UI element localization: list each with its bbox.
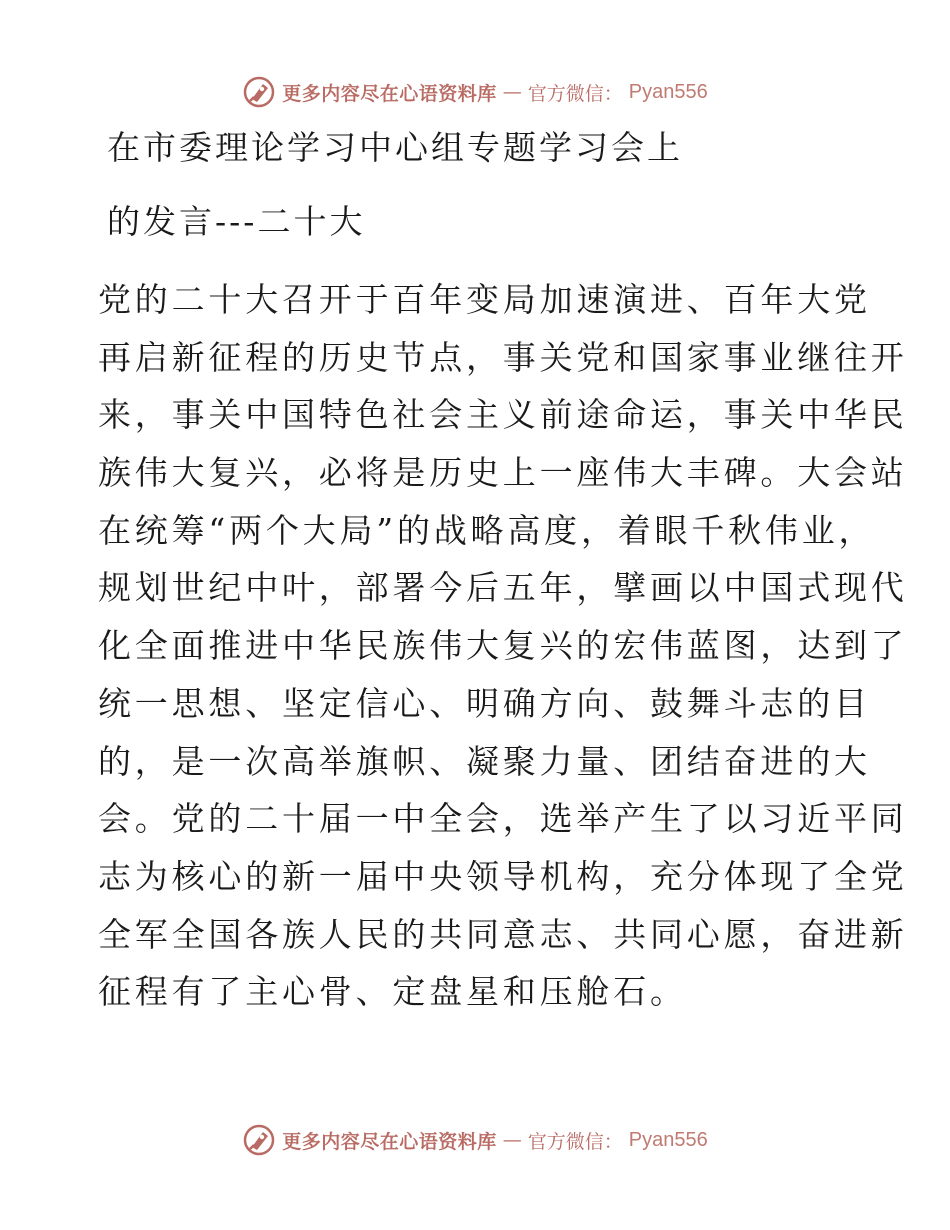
footer-separator: — <box>502 1129 522 1151</box>
document-title-line-1: 在市委理论学习中心组专题学习会上 <box>107 128 683 167</box>
document-title-line-2: 的发言---二十大 <box>107 202 366 241</box>
header-banner <box>0 72 950 112</box>
footer-banner <box>0 1120 950 1160</box>
header-wechat-label: 官方微信： <box>527 82 623 105</box>
header-separator: — <box>502 81 522 103</box>
pen-nib-circle-icon <box>242 75 276 109</box>
header-promo-text: 更多内容尽在心语资料库 <box>282 82 497 105</box>
footer-promo-text: 更多内容尽在心语资料库 <box>282 1130 497 1153</box>
body-line: 的，是一次高举旗帜、凝聚力量、团结奋进的大 <box>98 741 871 781</box>
body-line: 化全面推进中华民族伟大复兴的宏伟蓝图，达到了 <box>98 626 908 666</box>
body-line: 再启新征程的历史节点，事关党和国家事业继往开 <box>98 337 908 377</box>
body-line: 来，事关中国特色社会主义前途命运，事关中华民 <box>98 395 908 435</box>
footer-wechat-label: 官方微信： <box>527 1130 623 1153</box>
body-line: 全军全国各族人民的共同意志、共同心愿，奋进新 <box>98 914 908 954</box>
body-line: 在统筹“两个大局”的战略高度，着眼千秋伟业， <box>98 510 876 550</box>
body-line: 党的二十大召开于百年变局加速演进、百年大党 <box>98 280 871 319</box>
footer-wechat-id: Pyan556 <box>628 1128 708 1151</box>
body-line: 规划世纪中叶，部署今后五年，擘画以中国式现代 <box>98 568 908 608</box>
body-line: 志为核心的新一届中央领导机构，充分体现了全党 <box>98 856 908 896</box>
document-body <box>98 271 908 1021</box>
pen-nib-circle-icon <box>242 1123 276 1157</box>
body-line: 会。党的二十届一中全会，选举产生了以习近平同 <box>98 799 908 839</box>
body-line: 族伟大复兴，必将是历史上一座伟大丰碑。大会站 <box>98 453 908 493</box>
header-wechat-id: Pyan556 <box>628 80 708 103</box>
body-line: 征程有了主心骨、定盘星和压舱石。 <box>98 972 687 1012</box>
body-line: 统一思想、坚定信心、明确方向、鼓舞斗志的目 <box>98 683 871 723</box>
